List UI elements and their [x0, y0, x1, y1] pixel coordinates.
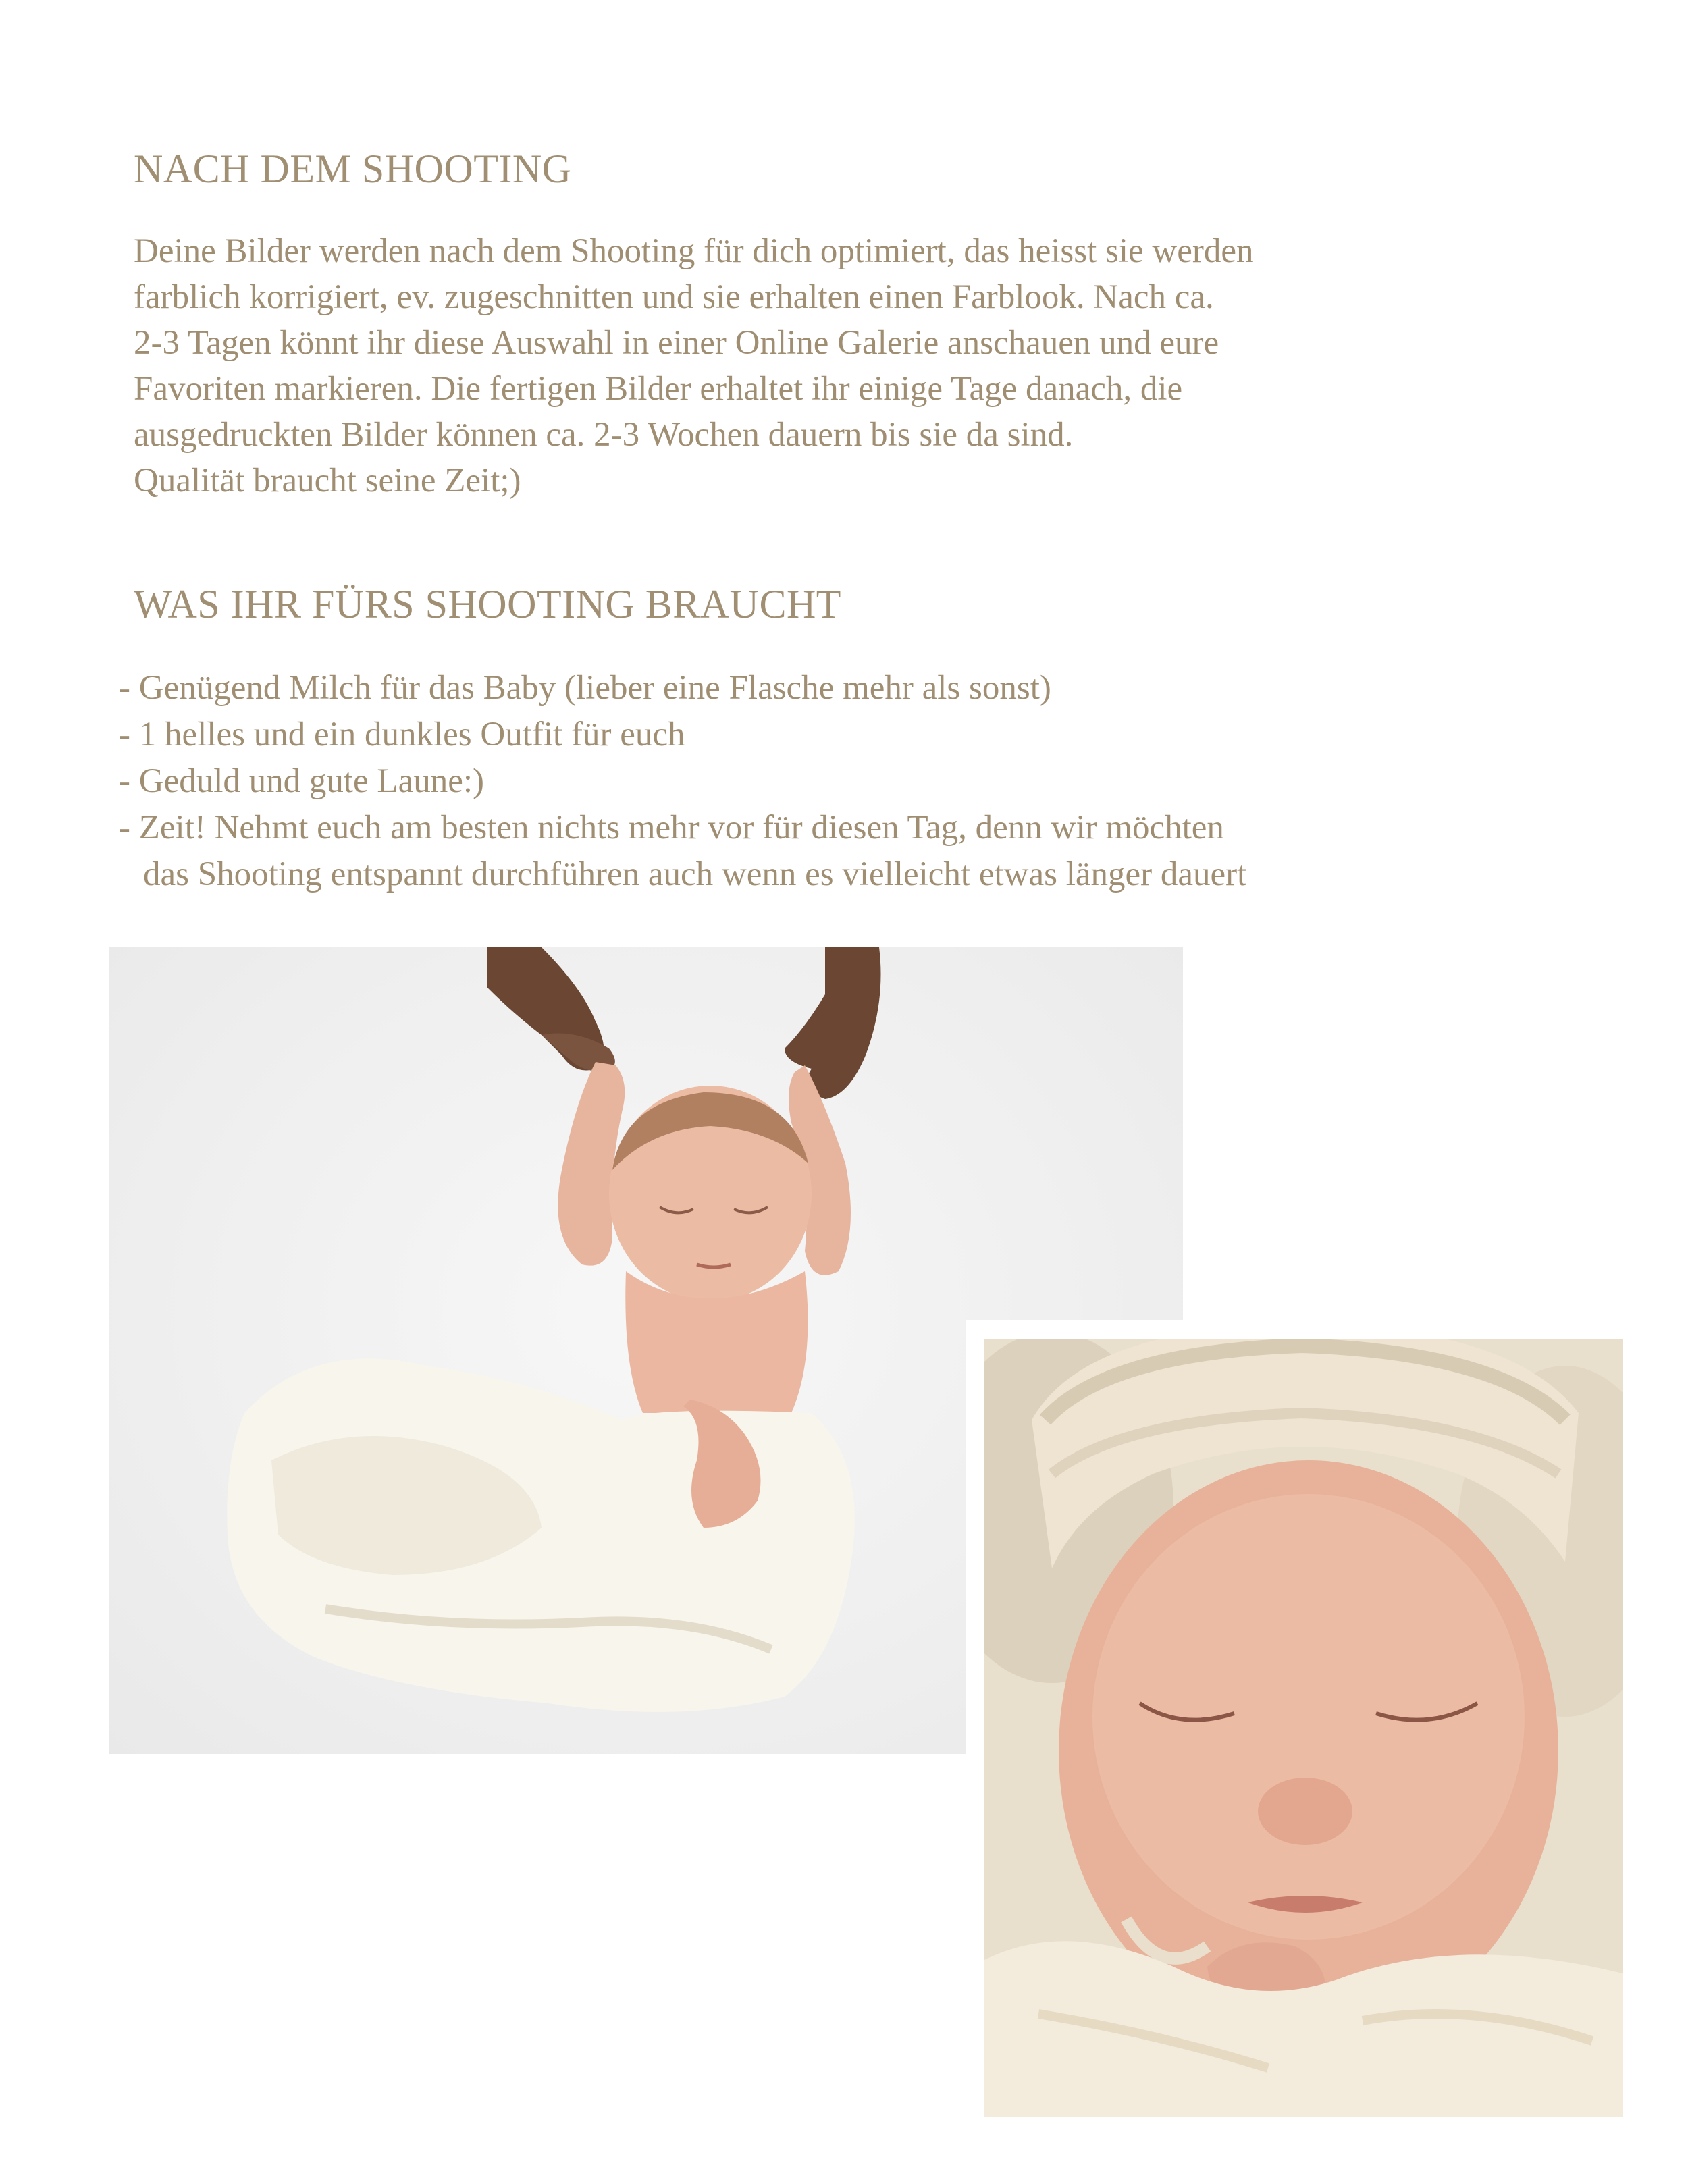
list-item-continuation: das Shooting entspannt durchführen auch wenn es vielleicht etwas länger dauert	[143, 855, 1247, 893]
paragraph-line: farblich korrigiert, ev. zugeschnitten und sie erhalten einen Farblook. Nach ca.	[134, 278, 1214, 316]
paragraph-line: 2-3 Tagen könnt ihr diese Auswahl in einer Online Galerie anschauen und eure	[134, 324, 1219, 362]
list-item: - Genügend Milch für das Baby (lieber eine Flasche mehr als sonst)	[119, 669, 1051, 707]
heading-what-you-need: WAS IHR FÜRS SHOOTING BRAUCHT	[134, 582, 841, 627]
paragraph-line: Qualität braucht seine Zeit;)	[134, 462, 521, 500]
list-item: - Zeit! Nehmt euch am besten nichts mehr vor für diesen Tag, denn wir möchten	[119, 809, 1224, 847]
paragraph-line: Favoriten markieren. Die fertigen Bilder erhaltet ihr einige Tage danach, die	[134, 370, 1183, 408]
list-item: - Geduld und gute Laune:)	[119, 762, 485, 800]
paragraph-line: Deine Bilder werden nach dem Shooting für dich optimiert, das heisst sie werden	[134, 232, 1254, 270]
newborn-closeup-photo	[984, 1339, 1623, 2117]
after-shooting-paragraph	[134, 228, 1254, 504]
requirements-list	[119, 665, 1246, 898]
list-item: - 1 helles und ein dunkles Outfit für euch	[119, 716, 685, 753]
paragraph-line: ausgedruckten Bilder können ca. 2-3 Wochen dauern bis sie da sind.	[134, 416, 1074, 454]
heading-after-shooting: NACH DEM SHOOTING	[134, 147, 572, 191]
